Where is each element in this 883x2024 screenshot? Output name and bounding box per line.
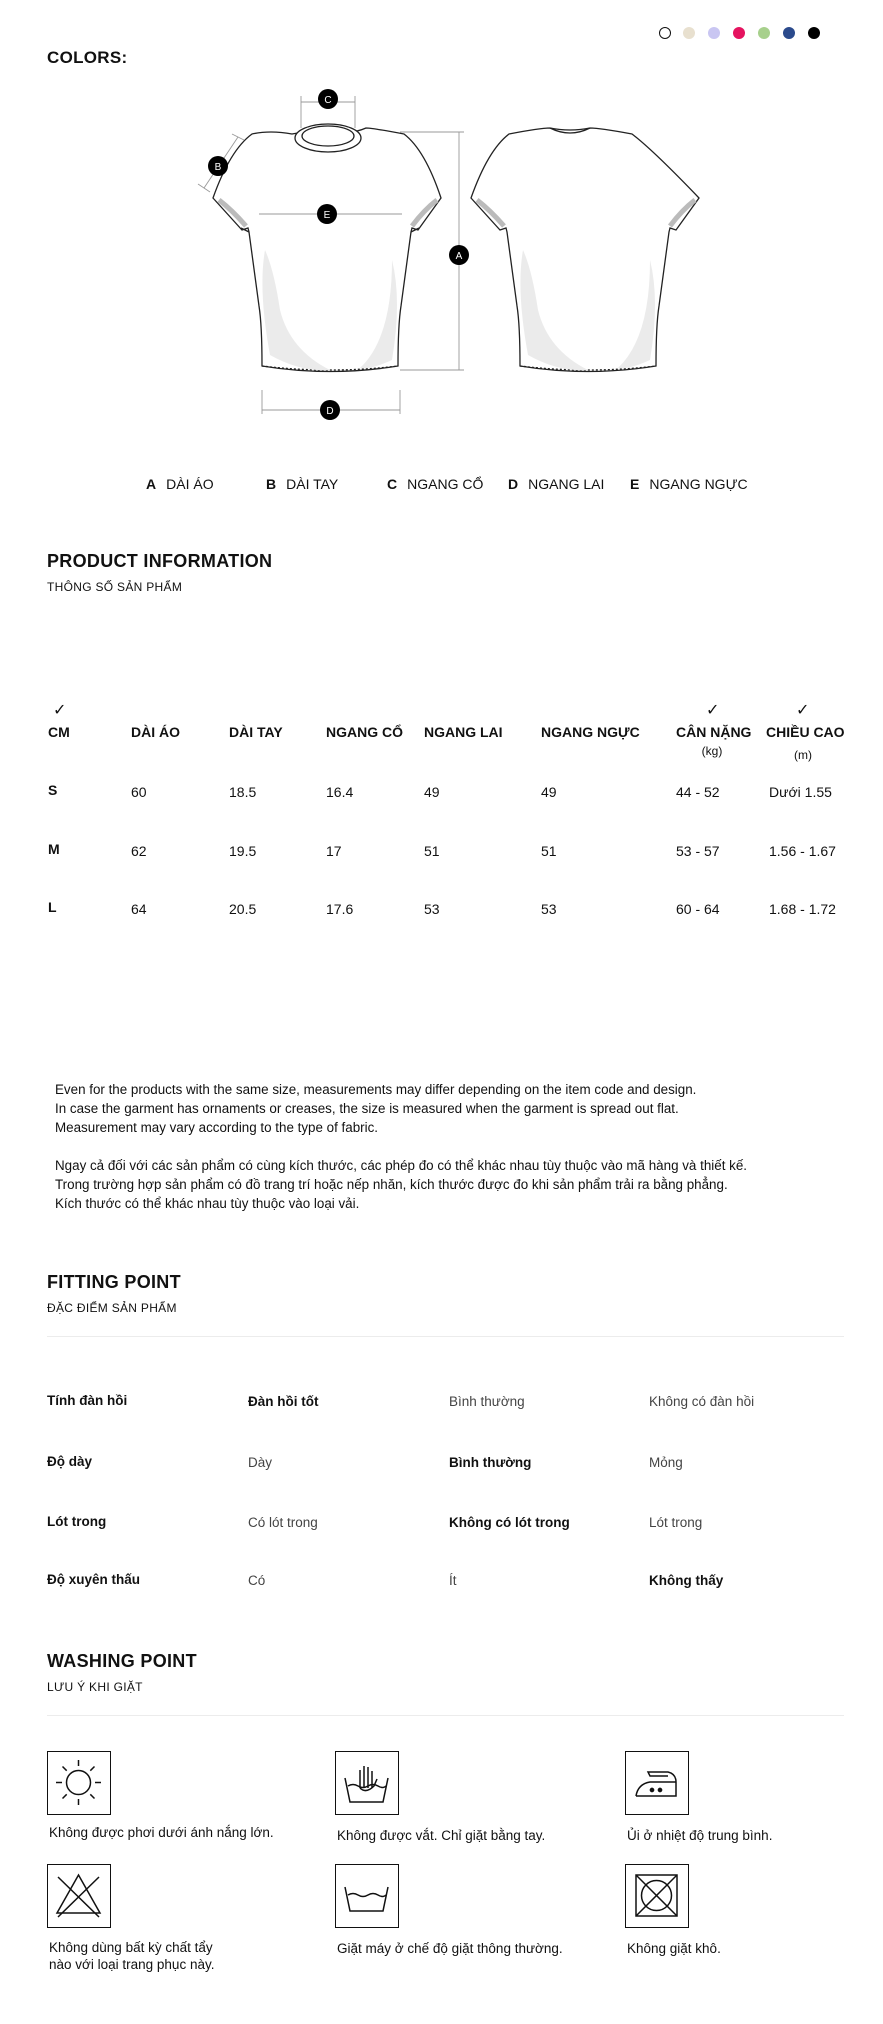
divider xyxy=(47,1336,844,1337)
fitting-option: Không có đàn hồi xyxy=(649,1394,755,1409)
tshirt-measurement-diagram xyxy=(0,80,883,430)
no-direct-sun-icon xyxy=(47,1751,111,1815)
legend-c: C NGANG CỔ xyxy=(387,476,484,492)
table-cell: 18.5 xyxy=(229,784,257,800)
green-swatch[interactable] xyxy=(758,27,770,39)
washing-text: nào với loại trang phục này. xyxy=(49,1957,215,1972)
divider xyxy=(47,1715,844,1716)
table-cell: 20.5 xyxy=(229,901,257,917)
washing-text: Không được vắt. Chỉ giặt bằng tay. xyxy=(337,1828,546,1843)
header-chest: NGANG NGỰC xyxy=(541,724,640,740)
table-cell: 60 xyxy=(131,784,147,800)
fitting-option: Lót trong xyxy=(649,1515,703,1530)
washing-title: WASHING POINT xyxy=(47,1651,197,1671)
table-cell: 53 - 57 xyxy=(676,843,720,859)
note-line: Measurement may vary according to the type of fabric. xyxy=(55,1120,379,1135)
marker-e xyxy=(317,204,337,224)
unit-height: (m) xyxy=(794,748,812,762)
marker-b xyxy=(208,156,228,176)
fitting-option: Mỏng xyxy=(649,1455,683,1470)
fitting-label-thickness: Độ dày xyxy=(47,1454,93,1469)
fitting-option-selected: Không thấy xyxy=(649,1573,724,1588)
table-cell: 60 - 64 xyxy=(676,901,720,917)
marker-d xyxy=(320,400,340,420)
fitting-option-selected: Đàn hồi tốt xyxy=(248,1394,319,1409)
fitting-option-selected: Bình thường xyxy=(449,1455,532,1470)
fitting-option: Dày xyxy=(248,1455,273,1470)
fitting-option: Ít xyxy=(449,1573,457,1588)
table-cell: 44 - 52 xyxy=(676,784,720,800)
table-cell: Dưới 1.55 xyxy=(769,784,832,800)
iron-medium-icon xyxy=(625,1751,689,1815)
note-line: In case the garment has ornaments or creases, the size is measured when the garment is spread out flat. xyxy=(55,1101,679,1116)
fitting-title: FITTING POINT xyxy=(47,1272,181,1292)
note-line: Ngay cả đối với các sản phẩm có cùng kích thước, các phép đo có thể khác nhau tùy thuộc vào mã hàng và thiết kế. xyxy=(55,1158,747,1173)
table-cell: 1.56 - 1.67 xyxy=(769,843,836,859)
header-hem: NGANG LAI xyxy=(424,724,503,740)
table-cell: 64 xyxy=(131,901,147,917)
washing-text: Ủi ở nhiệt độ trung bình. xyxy=(627,1828,773,1843)
hand-wash-icon xyxy=(335,1751,399,1815)
check-icon: ✓ xyxy=(53,702,67,719)
fitting-subtitle: ĐẶC ĐIỂM SẢN PHẨM xyxy=(47,1301,177,1315)
legend-e: E NGANG NGỰC xyxy=(630,476,748,492)
cream-swatch[interactable] xyxy=(683,27,695,39)
fitting-option: Bình thường xyxy=(449,1394,525,1409)
header-cm: CM xyxy=(48,724,70,740)
product-info-subtitle: THÔNG SỐ SẢN PHẨM xyxy=(47,580,183,594)
svg-text:B: B xyxy=(214,162,222,173)
size-m: M xyxy=(48,841,60,857)
table-cell: 53 xyxy=(541,901,557,917)
legend-b: B DÀI TAY xyxy=(266,476,339,492)
table-cell: 1.68 - 1.72 xyxy=(769,901,836,917)
product-info-title: PRODUCT INFORMATION xyxy=(47,551,273,571)
svg-text:D: D xyxy=(326,406,334,417)
washing-text: Giặt máy ở chế độ giặt thông thường. xyxy=(337,1941,563,1956)
svg-text:A: A xyxy=(455,251,463,262)
no-bleach-icon xyxy=(47,1864,111,1928)
header-sleeve: DÀI TAY xyxy=(229,724,283,740)
washing-text: Không được phơi dưới ánh nắng lớn. xyxy=(49,1825,274,1840)
table-cell: 19.5 xyxy=(229,843,257,859)
table-cell: 16.4 xyxy=(326,784,354,800)
marker-a xyxy=(449,245,469,265)
svg-text:E: E xyxy=(323,210,331,221)
legend-d: D NGANG LAI xyxy=(508,476,605,492)
fitting-option: Có xyxy=(248,1573,266,1588)
table-cell: 17 xyxy=(326,843,342,859)
note-line: Kích thước có thể khác nhau tùy thuộc vào loại vải. xyxy=(55,1196,360,1211)
pink-swatch[interactable] xyxy=(733,27,745,39)
svg-text:C: C xyxy=(324,95,332,106)
no-dry-clean-icon xyxy=(625,1864,689,1928)
check-icon: ✓ xyxy=(706,702,720,719)
table-cell: 53 xyxy=(424,901,440,917)
fitting-label-elasticity: Tính đàn hồi xyxy=(47,1393,128,1408)
fitting-label-lining: Lót trong xyxy=(47,1514,107,1529)
fitting-option-selected: Không có lót trong xyxy=(449,1515,570,1530)
table-cell: 51 xyxy=(541,843,557,859)
black-swatch[interactable] xyxy=(808,27,820,39)
back-shirt-outline xyxy=(471,128,699,372)
washing-subtitle: LƯU Ý KHI GIẶT xyxy=(47,1680,143,1694)
table-cell: 51 xyxy=(424,843,440,859)
note-line: Even for the products with the same size, measurements may differ depending on the item code and design. xyxy=(55,1082,697,1097)
unit-weight: (kg) xyxy=(701,744,723,758)
size-s: S xyxy=(48,782,58,798)
washing-text: Không giặt khô. xyxy=(627,1941,721,1956)
header-neck: NGANG CỔ xyxy=(326,724,403,740)
table-cell: 49 xyxy=(424,784,440,800)
lavender-swatch[interactable] xyxy=(708,27,720,39)
navy-swatch[interactable] xyxy=(783,27,795,39)
white-swatch[interactable] xyxy=(659,27,671,39)
size-l: L xyxy=(48,899,57,915)
fitting-option: Có lót trong xyxy=(248,1515,318,1530)
table-cell: 17.6 xyxy=(326,901,354,917)
header-weight: CÂN NẶNG xyxy=(676,724,752,740)
note-line: Trong trường hợp sản phẩm có đồ trang trí hoặc nếp nhăn, kích thước được đo khi sản phẩm trải ra bằng phẳng. xyxy=(55,1177,728,1192)
table-cell: 62 xyxy=(131,843,147,859)
header-height: CHIỀU CAO xyxy=(766,724,845,740)
marker-c xyxy=(318,89,338,109)
header-length: DÀI ÁO xyxy=(131,724,180,740)
washing-text: Không dùng bất kỳ chất tẩy xyxy=(49,1940,213,1955)
colors-label: COLORS: xyxy=(47,48,128,67)
table-cell: 49 xyxy=(541,784,557,800)
legend-a: A DÀI ÁO xyxy=(146,476,214,492)
front-shirt-outline xyxy=(213,124,441,372)
machine-wash-normal-icon xyxy=(335,1864,399,1928)
fitting-label-sheerness: Độ xuyên thấu xyxy=(47,1572,141,1587)
check-icon: ✓ xyxy=(796,702,810,719)
